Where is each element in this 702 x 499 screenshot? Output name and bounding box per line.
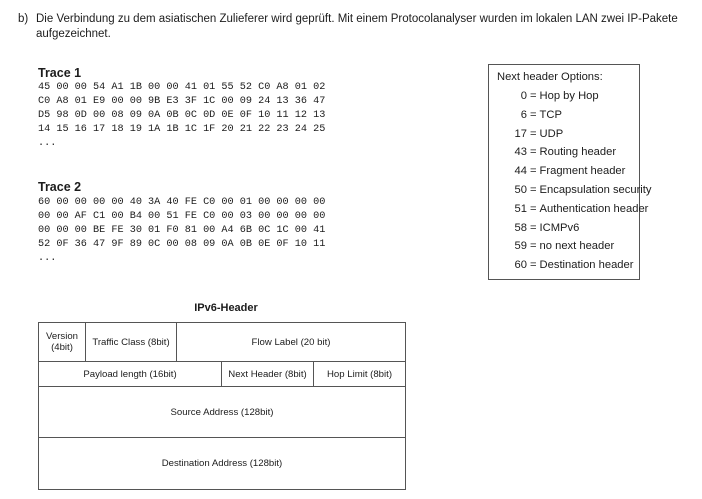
traffic-class-field: Traffic Class (8bit) — [92, 336, 170, 348]
option-item: 6 = TCP — [489, 106, 639, 125]
option-item: 43 = Routing header — [489, 143, 639, 162]
option-number: 50 — [514, 183, 527, 196]
option-item: 60 = Destination header — [489, 256, 639, 275]
task-label: b) — [18, 13, 29, 25]
option-number: 58 — [514, 221, 527, 234]
trace1-ellipsis: ... — [38, 138, 57, 149]
option-label: Destination header — [539, 259, 634, 272]
version-field: Version (4bit) — [46, 331, 78, 353]
option-item: 50 = Encapsulation security — [489, 181, 639, 200]
destination-address-field: Destination Address (128bit) — [161, 458, 283, 469]
hop-limit-field: Hop Limit (8bit) — [326, 368, 393, 380]
trace2-hex-line: 52 0F 36 47 9F 89 0C 00 08 09 0A 0B 0E 0F 10 11 — [38, 239, 326, 250]
option-number: 44 — [514, 165, 527, 178]
ipv6-header-table — [38, 322, 406, 490]
option-number: 6 — [520, 108, 527, 121]
trace2-ellipsis: ... — [38, 253, 57, 264]
option-label: Fragment header — [539, 165, 626, 178]
flow-label-field: Flow Label (20 bit) — [251, 336, 331, 348]
option-label: no next header — [539, 240, 615, 253]
option-label: Routing header — [539, 146, 617, 159]
next-header-field: Next Header (8bit) — [228, 368, 307, 380]
option-item: 59 = no next header — [489, 237, 639, 256]
option-label: TCP — [539, 108, 562, 121]
trace2-hex-line: 60 00 00 00 00 40 3A 40 FE C0 00 01 00 00 00 00 — [38, 197, 326, 208]
option-number: 60 — [514, 259, 527, 272]
option-label: UDP — [539, 127, 564, 140]
trace2-hex-line: 00 00 AF C1 00 B4 00 51 FE C0 00 03 00 00 00 00 — [38, 211, 326, 222]
options-title: Next header Options: — [497, 71, 603, 83]
options-list — [489, 87, 652, 275]
payload-length-field: Payload length (16bit) — [83, 368, 177, 380]
option-number: 0 — [520, 90, 527, 102]
trace1-hex-line: C0 A8 01 E9 00 00 9B E3 3F 1C 00 09 24 13 36 47 — [38, 96, 326, 107]
option-label: Hop by Hop — [539, 90, 599, 102]
option-item: 51 = Authentication header — [489, 200, 639, 219]
option-item: 0 = Hop by Hop — [489, 87, 639, 106]
option-item: 44 = Fragment header — [489, 162, 639, 181]
trace2-hex-line: 00 00 00 BE FE 30 01 F0 81 00 A4 6B 0C 1C 00 41 — [38, 225, 326, 236]
option-label: Encapsulation security — [539, 183, 652, 196]
option-item: 58 = ICMPv6 — [489, 219, 639, 238]
ipv6-header-title: IPv6-Header — [194, 302, 258, 314]
task-text: Die Verbindung zu dem asiatischen Zulieferer wird geprüft. Mit einem Protocolanalyser wurden im lokalen LAN zwei IP-Pakete aufgezeichnet. — [36, 13, 678, 40]
option-item: 17 = UDP — [489, 125, 639, 144]
trace1-hex-line: 14 15 16 17 18 19 1A 1B 1C 1F 20 21 22 23 24 25 — [38, 124, 326, 135]
trace2-title: Trace 2 — [38, 180, 82, 194]
option-number: 43 — [514, 146, 527, 159]
trace1-title: Trace 1 — [38, 66, 82, 80]
option-label: ICMPv6 — [539, 221, 580, 234]
trace1-hex-line: D5 98 0D 00 08 09 0A 0B 0C 0D 0E 0F 10 11 12 13 — [38, 110, 326, 121]
option-number: 51 — [514, 202, 527, 215]
option-label: Authentication header — [539, 202, 649, 215]
option-number: 59 — [514, 240, 527, 253]
next-header-options-box — [488, 64, 652, 280]
trace1-hex-line: 45 00 00 54 A1 1B 00 00 41 01 55 52 C0 A8 01 02 — [38, 82, 326, 93]
source-address-field: Source Address (128bit) — [170, 406, 274, 418]
option-number: 17 — [514, 127, 527, 140]
